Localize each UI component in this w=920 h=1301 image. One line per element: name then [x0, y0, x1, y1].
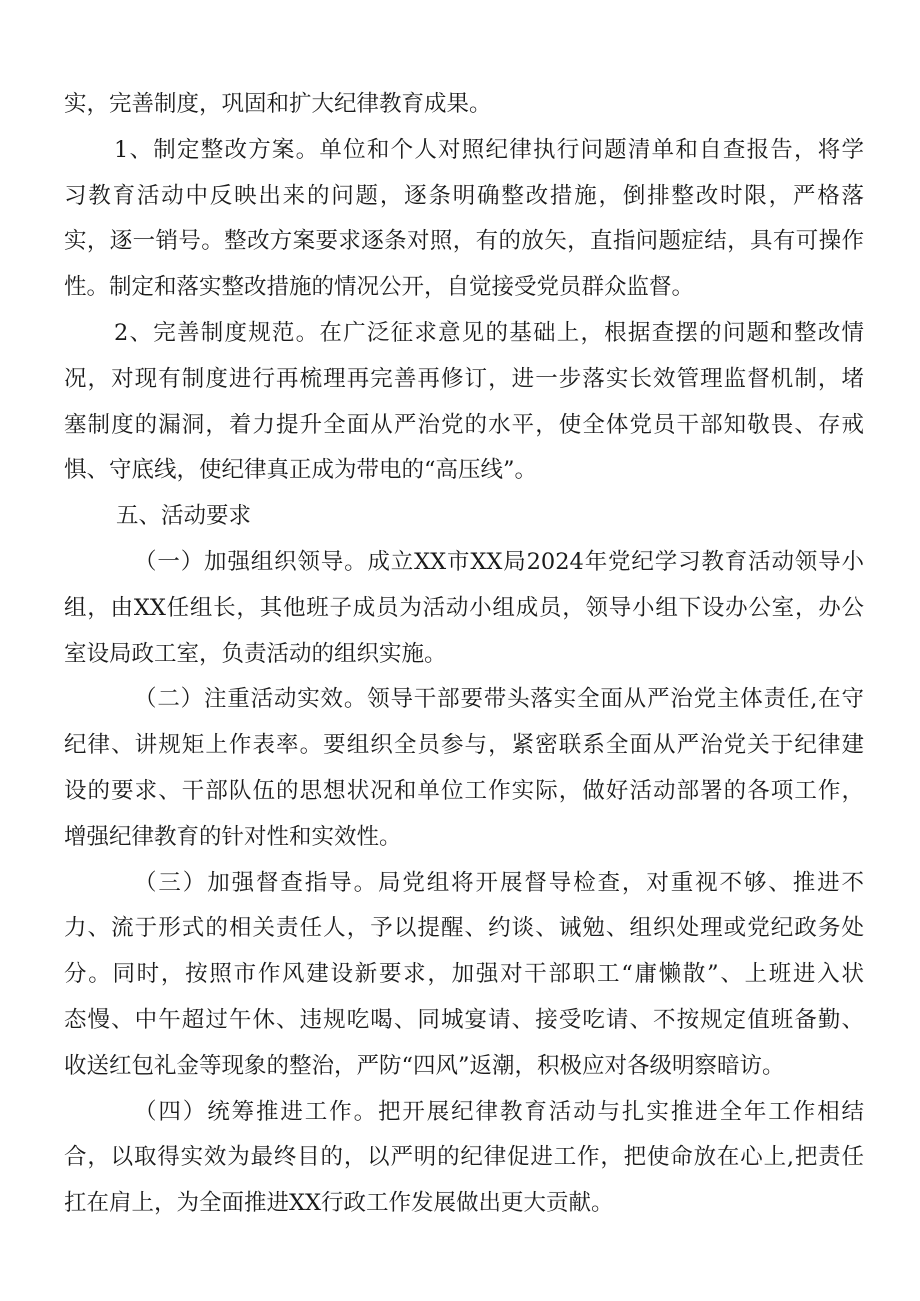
text-line: 2、完善制度规范。在广泛征求意见的基础上，根据查摆的问题和整改情 — [114, 319, 864, 346]
text-line: 1、制定整改方案。单位和个人对照纪律执行问题清单和自查报告，将学 — [114, 136, 864, 163]
text-line: 力、流于形式的相关责任人，予以提醒、约谈、诫勉、组织处理或党纪政务处 — [64, 915, 864, 942]
text-line: （四）统筹推进工作。把开展纪律教育活动与扎实推进全年工作相结 — [134, 1098, 864, 1125]
text-line: 习教育活动中反映出来的问题，逐条明确整改措施，倒排整改时限，严格落 — [64, 182, 864, 209]
text-line: 扛在肩上，为全面推进XX行政工作发展做出更大贡献。 — [64, 1190, 614, 1217]
text-line: 室设局政工室，负责活动的组织实施。 — [64, 640, 447, 667]
text-line: 增强纪律教育的针对性和实效性。 — [64, 823, 402, 850]
heading-text: 五、活动要求 — [116, 503, 252, 530]
section-heading — [64, 494, 864, 540]
paragraph-organization-leadership — [64, 540, 864, 677]
text-line: 分。同时，按照市作风建设新要求，加强对干部职工“庸懒散”、上班进入状 — [64, 961, 864, 988]
text-line: 组，由XX任组长，其他班子成员为活动小组成员，领导小组下设办公室，办公 — [64, 594, 864, 621]
text-line: 纪律、讲规矩上作表率。要组织全员参与，紧密联系全面从严治党关于纪律建 — [64, 732, 864, 759]
document-page — [64, 82, 864, 1227]
paragraph-improve-system — [64, 311, 864, 494]
paragraph-intro — [64, 82, 864, 128]
text-line: （三）加强督查指导。局党组将开展督导检查，对重视不够、推进不 — [134, 869, 864, 896]
paragraph-rectification-plan — [64, 128, 864, 311]
text-line: 合，以取得实效为最终目的，以严明的纪律促进工作，把使命放在心上,把责任 — [64, 1144, 864, 1171]
paragraph-coordination — [64, 1090, 864, 1227]
text-line: 态慢、中午超过午休、违规吃喝、同城宴请、接受吃请、不按规定值班备勤、 — [64, 1006, 864, 1033]
text-line: （二）注重活动实效。领导干部要带头落实全面从严治党主体责任,在守 — [134, 686, 864, 713]
text-line: 设的要求、干部队伍的思想状况和单位工作实际，做好活动部署的各项工作， — [64, 777, 864, 804]
text-line: 实，逐一销号。整改方案要求逐条对照，有的放矢，直指问题症结，具有可操作 — [64, 228, 864, 255]
paragraph-effectiveness — [64, 677, 864, 860]
text-line: 惧、守底线，使纪律真正成为带电的“高压线”。 — [64, 457, 538, 484]
text-line: 况，对现有制度进行再梳理再完善再修订，进一步落实长效管理监督机制，堵 — [64, 365, 864, 392]
text-line: 塞制度的漏洞，着力提升全面从严治党的水平，使全体党员干部知敬畏、存戒 — [64, 411, 864, 438]
paragraph-supervision — [64, 861, 864, 1090]
text-line: （一）加强组织领导。成立XX市XX局2024年党纪学习教育活动领导小 — [134, 548, 864, 575]
text-line: 收送红包礼金等现象的整治，严防“四风”返潮，积极应对各级明察暗访。 — [64, 1052, 785, 1079]
text-line: 性。制定和落实整改措施的情况公开，自觉接受党员群众监督。 — [64, 274, 695, 301]
text-line: 实，完善制度，巩固和扩大纪律教育成果。 — [64, 91, 492, 117]
